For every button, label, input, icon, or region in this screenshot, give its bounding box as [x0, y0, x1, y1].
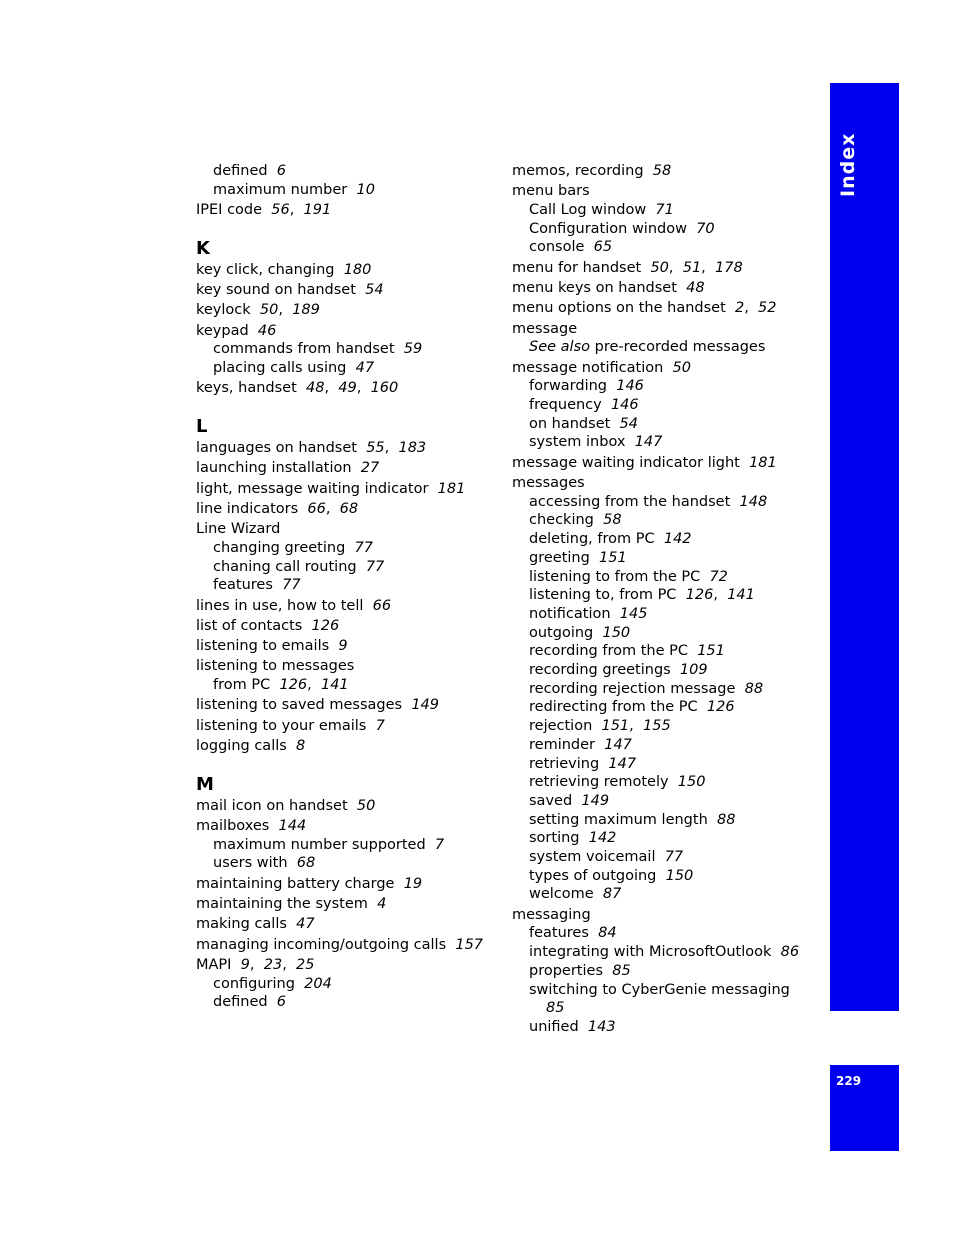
- page-reference: 181: [749, 454, 777, 471]
- index-term: deleting, from PC: [529, 531, 655, 548]
- index-section-letter: M: [196, 773, 214, 795]
- page-reference: 56: [271, 202, 290, 218]
- page-reference: 144: [278, 818, 307, 835]
- index-subentry: [512, 220, 812, 239]
- index-term: keylock: [196, 302, 251, 319]
- index-term: retrieving: [529, 755, 600, 772]
- index-entry: keylock 50, 189: [196, 302, 320, 319]
- page-reference: 157: [455, 936, 484, 953]
- index-term: features: [529, 925, 589, 942]
- index-term: keypad: [196, 322, 249, 339]
- index-term: retrieving remotely: [529, 774, 669, 791]
- index-subentry: listening to, from PC 126, 141: [529, 587, 755, 604]
- index-subentry: [512, 433, 812, 452]
- index-term: users with: [213, 855, 288, 872]
- index-entry: [196, 915, 496, 934]
- page-reference: 50: [672, 359, 691, 376]
- page-reference: 150: [665, 867, 694, 884]
- index-term: managing incoming/outgoing calls: [196, 936, 447, 953]
- index-term: saved: [529, 792, 573, 809]
- page-reference: 48: [686, 280, 705, 296]
- index-term: placing calls using: [213, 360, 347, 376]
- index-entry: [196, 696, 496, 715]
- index-term: Configuration window: [529, 220, 687, 237]
- index-term: IPEI code: [196, 202, 263, 218]
- page-reference: 151: [599, 549, 627, 566]
- index-subentry: [512, 848, 812, 867]
- index-term: recording rejection message: [529, 680, 736, 697]
- index-term: menu bars: [512, 183, 590, 200]
- page-reference: 146: [616, 378, 644, 395]
- index-entry: [196, 617, 496, 636]
- index-entry: [196, 480, 496, 499]
- index-subentry: [512, 605, 812, 624]
- page-number: 229: [836, 1074, 862, 1088]
- page-reference: 151: [601, 718, 630, 735]
- page-reference: 54: [365, 282, 384, 298]
- index-entry: [196, 637, 496, 656]
- index-term: console: [529, 239, 585, 256]
- index-entry: [196, 520, 496, 539]
- page-reference: 70: [696, 220, 715, 237]
- index-subentry: [512, 642, 812, 661]
- index-entry: [512, 906, 812, 925]
- index-term: greeting: [529, 549, 590, 566]
- index-subentry: [512, 829, 812, 848]
- index-entry: MAPI 9, 23, 25: [196, 956, 315, 973]
- page-reference: 6: [276, 994, 287, 1011]
- index-term: making calls: [196, 916, 287, 933]
- page-reference: 50: [356, 797, 376, 814]
- index-term: recording from the PC: [529, 643, 688, 660]
- page-reference: 141: [727, 587, 755, 604]
- index-term: rejection: [529, 718, 593, 735]
- index-term: listening to messages: [196, 658, 355, 675]
- index-term: commands from handset: [213, 341, 395, 358]
- index-entry: languages on handset 55, 183: [196, 440, 427, 456]
- index-term: memos, recording: [512, 163, 644, 179]
- index-term: forwarding: [529, 378, 608, 395]
- page-reference: 181: [437, 480, 466, 497]
- page-reference: 142: [588, 830, 617, 847]
- index-entry: [196, 281, 496, 300]
- index-entry: keys, handset 48, 49, 160: [196, 380, 399, 397]
- index-entry: menu options on the handset 2, 52: [512, 300, 777, 317]
- index-term: redirecting from the PC: [529, 699, 698, 716]
- page-reference: 77: [282, 577, 301, 594]
- index-term: accessing from the handset: [529, 493, 731, 510]
- index-side-tab: [830, 83, 899, 1011]
- index-term: setting maximum length: [529, 811, 708, 828]
- index-term: maintaining the system: [196, 896, 368, 913]
- page-reference: 50: [650, 259, 669, 276]
- index-term: frequency: [529, 397, 602, 413]
- page-reference: 142: [663, 531, 692, 548]
- index-term: configuring: [213, 975, 295, 992]
- index-term: Call Log window: [529, 202, 647, 218]
- index-subentry: [512, 624, 812, 643]
- index-term: list of contacts: [196, 617, 303, 634]
- index-term: menu keys on handset: [512, 280, 677, 296]
- index-subentry: [196, 162, 496, 181]
- page-reference: 85: [612, 962, 631, 979]
- page-reference: 59: [403, 341, 423, 358]
- index-term: message waiting indicator light: [512, 454, 740, 471]
- page-reference: 10: [356, 181, 375, 198]
- page-number-tab: [830, 1065, 899, 1151]
- index-term: launching installation: [196, 460, 352, 477]
- index-subentry: [512, 377, 812, 396]
- index-term: messages: [512, 475, 585, 491]
- index-subentry: [196, 975, 496, 994]
- page-reference: 2: [734, 300, 745, 317]
- index-subentry: [196, 854, 496, 873]
- page-reference: 141: [320, 677, 349, 694]
- index-term: defined: [213, 994, 268, 1011]
- index-section-letter: L: [196, 416, 208, 437]
- index-term: reminder: [529, 736, 595, 753]
- index-subentry: [512, 415, 812, 434]
- index-term: key click, changing: [196, 261, 335, 278]
- index-subentry: [196, 993, 496, 1012]
- index-term: on handset: [529, 415, 611, 432]
- page-reference: 54: [619, 415, 638, 432]
- index-term: messaging: [512, 906, 591, 923]
- page-reference: 47: [296, 916, 315, 933]
- page-reference: 9: [338, 638, 348, 655]
- page-reference: 8: [296, 738, 306, 755]
- index-term: chaning call routing: [213, 558, 357, 575]
- index-entry: [512, 454, 812, 473]
- page-reference: 7: [434, 836, 445, 853]
- index-subentry: [512, 811, 812, 830]
- page-reference: 88: [716, 811, 736, 828]
- page-reference: 126: [685, 587, 714, 604]
- index-subentry: [512, 981, 812, 1000]
- index-term: from PC: [213, 677, 271, 694]
- page-reference: 50: [259, 302, 279, 319]
- page-reference: 86: [780, 944, 800, 961]
- index-term: recording greetings: [529, 662, 671, 679]
- page-reference: 77: [365, 558, 385, 575]
- index-entry: [196, 797, 496, 816]
- index-subentry: [512, 698, 812, 717]
- page-reference: 147: [634, 434, 663, 451]
- page-reference: 149: [581, 792, 610, 809]
- page-reference: 155: [643, 718, 671, 735]
- index-term: languages on handset: [196, 440, 357, 456]
- index-entry: menu for handset 50, 51, 178: [512, 259, 743, 276]
- index-term: listening to your emails: [196, 717, 367, 734]
- page-reference: 65: [593, 239, 613, 256]
- index-subentry: [512, 755, 812, 774]
- index-term: system inbox: [529, 434, 626, 451]
- page-reference: 150: [677, 774, 706, 791]
- index-term: listening to, from PC: [529, 587, 677, 604]
- index-subentry: [512, 493, 812, 512]
- index-entry: [196, 817, 496, 836]
- index-subentry: [196, 539, 496, 558]
- index-term: changing greeting: [213, 539, 346, 556]
- page-reference: 191: [303, 202, 332, 218]
- index-subentry: [512, 773, 812, 792]
- index-entry: [196, 261, 496, 280]
- index-subentry: [512, 238, 812, 257]
- index-section-letter: K: [196, 237, 210, 259]
- page-reference: 49: [338, 380, 357, 397]
- index-entry: line indicators 66, 68: [196, 500, 359, 517]
- index-tab-label: Index: [837, 132, 859, 197]
- index-entry: [196, 737, 496, 756]
- index-entry: [512, 474, 812, 493]
- index-subentry: [196, 576, 496, 595]
- index-subentry: [512, 396, 812, 415]
- page-reference: 126: [706, 699, 735, 716]
- page-reference: 180: [343, 261, 372, 278]
- page-reference: 147: [608, 755, 637, 772]
- index-subentry: [512, 530, 812, 549]
- page-reference: 55: [366, 440, 385, 456]
- index-term: defined: [213, 163, 268, 179]
- index-term: listening to saved messages: [196, 697, 403, 714]
- index-term: menu for handset: [512, 259, 642, 276]
- page-reference: 147: [604, 736, 632, 753]
- index-subentry: [512, 924, 812, 943]
- index-term: switching to CyberGenie messaging: [529, 981, 790, 998]
- index-entry: [196, 657, 496, 676]
- page-reference: 72: [709, 568, 728, 585]
- index-term: light, message waiting indicator: [196, 480, 429, 497]
- index-subentry: [512, 885, 812, 904]
- page-reference: 84: [598, 925, 617, 942]
- index-entry: IPEI code 56, 191: [196, 202, 332, 218]
- page-reference: 66: [372, 597, 392, 614]
- index-entry: [196, 459, 496, 478]
- index-subentry: [196, 359, 496, 378]
- index-subentry: [512, 680, 812, 699]
- index-term: unified: [529, 1018, 579, 1035]
- index-subentry: [196, 836, 496, 855]
- page-reference: 27: [360, 460, 380, 477]
- page-reference: 148: [739, 493, 768, 510]
- page-reference: 126: [279, 677, 308, 694]
- page-reference: 204: [304, 975, 332, 992]
- index-entry: [196, 597, 496, 616]
- index-term: Line Wizard: [196, 521, 281, 538]
- page-reference: 151: [697, 643, 725, 660]
- page-reference: 146: [610, 397, 639, 413]
- page-reference: 66: [307, 500, 326, 517]
- page-reference: 4: [377, 896, 387, 913]
- page-reference: 58: [652, 163, 672, 179]
- index-term: pre-recorded messages: [594, 339, 766, 356]
- index-subentry: [512, 338, 812, 357]
- index-subentry: [512, 962, 812, 981]
- index-term: outgoing: [529, 624, 594, 641]
- index-term: mailboxes: [196, 818, 270, 835]
- index-subentry: [512, 736, 812, 755]
- index-term: types of outgoing: [529, 867, 657, 884]
- page-reference: 51: [682, 259, 702, 276]
- index-term: lines in use, how to tell: [196, 597, 364, 614]
- index-entry: [512, 359, 812, 378]
- page-reference: 7: [375, 717, 385, 734]
- page-reference: 149: [411, 697, 439, 714]
- page-reference: 87: [602, 886, 622, 903]
- index-subentry: from PC 126, 141: [213, 677, 349, 694]
- page-reference: 68: [296, 855, 316, 872]
- index-term: checking: [529, 512, 594, 529]
- page-reference: 150: [602, 624, 631, 641]
- index-subentry: [196, 181, 496, 200]
- index-term: maintaining battery charge: [196, 875, 395, 892]
- index-term: notification: [529, 605, 611, 622]
- index-term: menu options on the handset: [512, 300, 726, 317]
- page-reference: 9: [240, 956, 250, 973]
- index-entry: [196, 936, 496, 955]
- page-reference: 19: [403, 875, 423, 892]
- index-entry: [196, 717, 496, 736]
- page-reference: 183: [398, 440, 427, 456]
- page-reference: 25: [296, 956, 315, 973]
- page-reference: 178: [715, 259, 743, 276]
- index-term: message: [512, 320, 578, 337]
- see-also-label: See also: [529, 339, 590, 356]
- page-reference: 145: [619, 605, 648, 622]
- page-reference: 58: [603, 512, 622, 529]
- index-entry: [512, 182, 812, 201]
- index-term: properties: [529, 962, 603, 979]
- index-entry: [512, 320, 812, 339]
- index-subentry: [512, 1018, 812, 1037]
- index-term: listening to emails: [196, 638, 330, 655]
- index-term: maximum number supported: [213, 836, 426, 853]
- page-reference: 23: [263, 956, 283, 973]
- index-entry: [196, 322, 496, 341]
- index-term: features: [213, 577, 273, 594]
- page-reference: 109: [679, 662, 708, 679]
- index-entry: [512, 162, 812, 181]
- index-subentry: [512, 661, 812, 680]
- index-column-right: [512, 162, 812, 1037]
- index-term: sorting: [529, 830, 580, 847]
- index-term: welcome: [529, 886, 594, 903]
- index-term: logging calls: [196, 738, 287, 755]
- page-reference: 160: [370, 380, 399, 397]
- page-reference: 6: [276, 163, 287, 179]
- index-term: keys, handset: [196, 380, 297, 397]
- page-reference: 68: [339, 500, 359, 517]
- index-term: maximum number: [213, 181, 348, 198]
- index-subentry: [512, 568, 812, 587]
- page-reference: 189: [292, 302, 320, 319]
- index-term: mail icon on handset: [196, 797, 348, 814]
- index-subentry: [512, 943, 812, 962]
- page-reference: 48: [306, 380, 325, 397]
- index-term: line indicators: [196, 500, 299, 517]
- index-term: MAPI: [196, 956, 232, 973]
- index-column-left: [196, 162, 496, 1012]
- page-reference: 71: [655, 202, 674, 218]
- index-subentry: [512, 867, 812, 886]
- index-subentry: rejection 151, 155: [529, 718, 671, 735]
- page-reference: 85: [546, 1000, 565, 1017]
- page-reference: 143: [587, 1018, 616, 1035]
- page-reference: 47: [355, 360, 375, 376]
- index-subentry: [512, 549, 812, 568]
- index-term: integrating with MicrosoftOutlook: [529, 944, 772, 961]
- index-entry: [196, 875, 496, 894]
- index-entry: [196, 895, 496, 914]
- page-reference: 126: [311, 617, 340, 634]
- page-reference: 77: [354, 539, 373, 556]
- index-subentry: [512, 511, 812, 530]
- index-subentry: [196, 558, 496, 577]
- index-subentry: [512, 792, 812, 811]
- index-subentry: [196, 340, 496, 359]
- page-reference: 88: [744, 680, 764, 697]
- index-term: message notification: [512, 359, 664, 376]
- index-subentry: [512, 201, 812, 220]
- index-entry: [512, 279, 812, 298]
- page-reference: 77: [664, 849, 684, 866]
- page-reference: 52: [758, 300, 777, 317]
- page-reference: 46: [257, 322, 277, 339]
- index-term: key sound on handset: [196, 282, 356, 298]
- index-subentry: [512, 999, 812, 1018]
- index-term: system voicemail: [529, 849, 656, 866]
- index-term: listening to from the PC: [529, 568, 701, 585]
